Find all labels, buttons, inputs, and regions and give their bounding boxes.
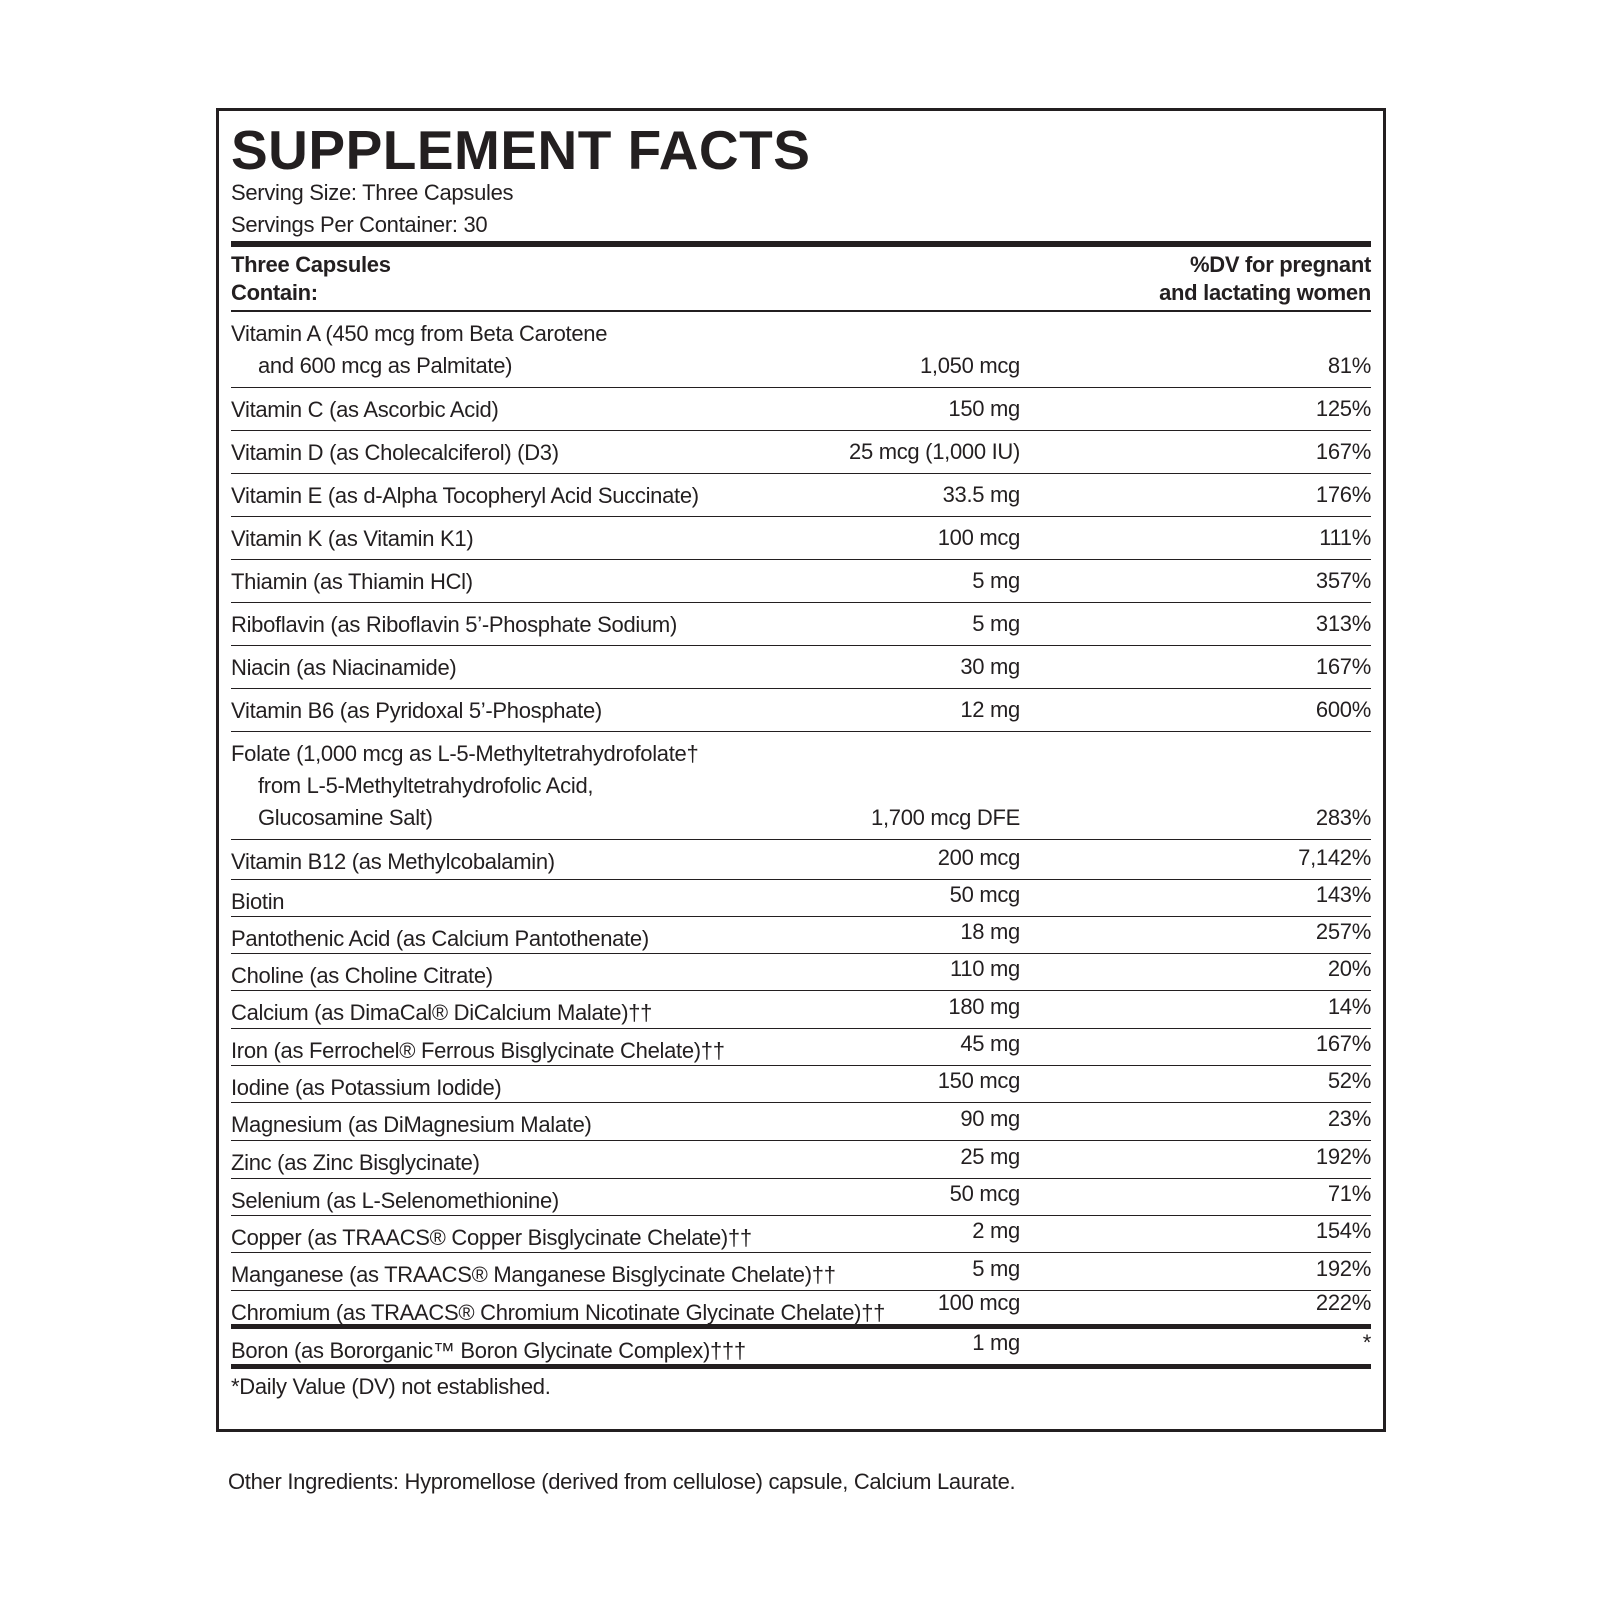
nutrient-name-line: Magnesium (as DiMagnesium Malate) (231, 1112, 592, 1137)
nutrient-name-line: Chromium (as TRAACS® Chromium Nicotinate Glycinate Chelate)†† (231, 1300, 886, 1325)
header-left-line1: Three Capsules (231, 252, 391, 277)
header-right-line2: and lactating women (1159, 280, 1371, 305)
nutrient-amount: 180 mg (948, 994, 1020, 1019)
nutrient-amount: 100 mcg (937, 1290, 1020, 1315)
nutrient-dv: 357% (1315, 568, 1371, 593)
table-row (231, 474, 1371, 517)
nutrient-name-line: and 600 mcg as Palmitate) (258, 353, 513, 378)
nutrient-dv: 71% (1327, 1181, 1371, 1206)
nutrient-name-line: Selenium (as L-Selenomethionine) (231, 1188, 559, 1213)
nutrient-name (231, 960, 493, 992)
nutrient-amount: 50 mcg (949, 882, 1020, 907)
nutrient-amount: 25 mcg (1,000 IU) (849, 439, 1020, 464)
nutrient-dv: 167% (1315, 1031, 1371, 1056)
nutrient-name (231, 846, 555, 878)
nutrient-dv: 600% (1315, 697, 1371, 722)
nutrient-name-line: Iodine (as Potassium Iodide) (231, 1075, 502, 1100)
table-row (231, 388, 1371, 431)
nutrient-name-line: Vitamin B12 (as Methylcobalamin) (231, 849, 555, 874)
nutrient-name (231, 1259, 836, 1291)
column-header-dv (1159, 251, 1371, 307)
nutrient-amount: 1,050 mcg (919, 353, 1020, 378)
nutrient-name (231, 1335, 746, 1367)
nutrient-name-line: from L-5-Methyltetrahydrofolic Acid, (258, 773, 594, 798)
nutrient-amount: 150 mcg (937, 1068, 1020, 1093)
nutrient-dv: 125% (1315, 396, 1371, 421)
table-row (231, 917, 1371, 954)
nutrient-dv: 111% (1319, 525, 1371, 550)
table-row (231, 517, 1371, 560)
nutrient-name (231, 523, 473, 555)
nutrient-name (231, 886, 284, 918)
nutrient-amount: 5 mg (972, 611, 1020, 636)
nutrient-name-line: Iron (as Ferrochel® Ferrous Bisglycinate Chelate)†† (231, 1038, 725, 1063)
nutrient-name (231, 609, 677, 641)
nutrient-name (231, 1222, 752, 1254)
table-row (231, 991, 1371, 1029)
nutrient-dv: 20% (1327, 956, 1371, 981)
column-header-left (231, 251, 391, 307)
nutrient-dv: 7,142% (1298, 845, 1371, 870)
nutrient-amount: 33.5 mg (942, 482, 1020, 507)
table-row (231, 732, 1371, 840)
table-row (231, 1216, 1371, 1253)
nutrient-name (231, 394, 499, 426)
nutrient-dv: 176% (1315, 482, 1371, 507)
nutrient-dv: 81% (1327, 353, 1371, 378)
nutrient-dv: * (1362, 1330, 1371, 1355)
nutrient-name-line: Vitamin B6 (as Pyridoxal 5’-Phosphate) (231, 698, 602, 723)
table-row (231, 603, 1371, 646)
table-row (231, 840, 1371, 880)
nutrient-amount: 25 mg (960, 1144, 1020, 1169)
nutrient-name-line: Copper (as TRAACS® Copper Bisglycinate Chelate)†† (231, 1225, 752, 1250)
nutrient-dv: 257% (1315, 919, 1371, 944)
supplement-facts-panel (216, 108, 1386, 1432)
table-row (231, 1329, 1371, 1369)
dv-footnote: *Daily Value (DV) not established. (231, 1374, 551, 1399)
table-row (231, 431, 1371, 474)
table-row (231, 1066, 1371, 1103)
nutrient-name (231, 1109, 592, 1141)
table-row (231, 646, 1371, 689)
table-row (231, 1291, 1371, 1329)
nutrient-name-line: Manganese (as TRAACS® Manganese Bisglycinate Chelate)†† (231, 1262, 836, 1287)
table-row (231, 1141, 1371, 1179)
nutrient-dv: 167% (1315, 439, 1371, 464)
nutrient-name (231, 1035, 725, 1067)
divider-thick (231, 241, 1371, 247)
nutrient-name-line: Glucosamine Salt) (258, 805, 433, 830)
nutrient-name-line: Biotin (231, 889, 285, 914)
nutrient-amount: 45 mg (960, 1031, 1020, 1056)
nutrient-name-line: Niacin (as Niacinamide) (231, 655, 457, 680)
nutrient-name-line: Vitamin C (as Ascorbic Acid) (231, 397, 499, 422)
nutrient-amount: 150 mg (948, 396, 1020, 421)
nutrient-amount: 12 mg (960, 697, 1020, 722)
nutrient-name (231, 1185, 559, 1217)
nutrient-name (231, 997, 652, 1029)
nutrient-amount: 2 mg (972, 1218, 1020, 1243)
nutrient-amount: 1,700 mcg DFE (871, 805, 1020, 830)
nutrient-name (231, 738, 698, 834)
nutrient-name (231, 437, 559, 469)
nutrient-name-line: Vitamin K (as Vitamin K1) (231, 526, 474, 551)
nutrient-name (231, 1297, 885, 1329)
table-row (231, 1029, 1371, 1066)
nutrient-name-line: Calcium (as DimaCal® DiCalcium Malate)†† (231, 1000, 653, 1025)
nutrient-dv: 154% (1315, 1218, 1371, 1243)
nutrient-name-line: Pantothenic Acid (as Calcium Pantothenate) (231, 926, 649, 951)
nutrient-amount: 5 mg (972, 568, 1020, 593)
nutrient-dv: 143% (1315, 882, 1371, 907)
table-row (231, 954, 1371, 991)
nutrient-dv: 167% (1315, 654, 1371, 679)
nutrient-name (231, 1072, 501, 1104)
nutrient-dv: 192% (1315, 1256, 1371, 1281)
nutrient-name-line: Folate (1,000 mcg as L-5-Methyltetrahydrofolate† (231, 741, 699, 766)
table-row (231, 1253, 1371, 1291)
nutrient-amount: 30 mg (960, 654, 1020, 679)
nutrient-dv: 192% (1315, 1144, 1371, 1169)
nutrient-amount: 18 mg (960, 919, 1020, 944)
nutrient-table (231, 312, 1371, 1369)
nutrient-dv: 14% (1327, 994, 1371, 1019)
table-row (231, 312, 1371, 388)
nutrient-amount: 50 mcg (949, 1181, 1020, 1206)
table-row (231, 560, 1371, 603)
nutrient-amount: 1 mg (972, 1330, 1020, 1355)
nutrient-name-line: Vitamin A (450 mcg from Beta Carotene (231, 321, 608, 346)
nutrient-dv: 52% (1327, 1068, 1371, 1093)
nutrient-name-line: Vitamin E (as d-Alpha Tocopheryl Acid Succinate) (231, 483, 699, 508)
nutrient-name (231, 1147, 480, 1179)
panel-inner (231, 111, 1371, 1429)
nutrient-name (231, 318, 607, 382)
nutrient-name-line: Thiamin (as Thiamin HCl) (231, 569, 473, 594)
panel-title: SUPPLEMENT FACTS (231, 119, 811, 181)
table-row (231, 1179, 1371, 1216)
nutrient-amount: 100 mcg (937, 525, 1020, 550)
nutrient-dv: 283% (1315, 805, 1371, 830)
nutrient-amount: 110 mg (950, 956, 1020, 981)
nutrient-name (231, 695, 602, 727)
nutrient-name (231, 652, 456, 684)
header-left-line2: Contain: (231, 280, 318, 305)
nutrient-name-line: Choline (as Choline Citrate) (231, 963, 493, 988)
servings-per-container: Servings Per Container: 30 (231, 212, 488, 237)
nutrient-name-line: Riboflavin (as Riboflavin 5’-Phosphate Sodium) (231, 612, 677, 637)
nutrient-name (231, 566, 473, 598)
nutrient-amount: 200 mcg (937, 845, 1020, 870)
nutrient-dv: 23% (1327, 1106, 1371, 1131)
nutrient-dv: 313% (1315, 611, 1371, 636)
nutrient-name-line: Zinc (as Zinc Bisglycinate) (231, 1150, 480, 1175)
header-right-line1: %DV for pregnant (1190, 252, 1371, 277)
nutrient-name (231, 923, 649, 955)
nutrient-name-line: Boron (as Bororganic™ Boron Glycinate Complex)††† (231, 1338, 746, 1363)
table-row (231, 880, 1371, 917)
serving-size: Serving Size: Three Capsules (231, 180, 514, 205)
nutrient-name (231, 480, 699, 512)
nutrient-dv: 222% (1315, 1290, 1371, 1315)
other-ingredients: Other Ingredients: Hypromellose (derived from cellulose) capsule, Calcium Laurate. (228, 1469, 1016, 1494)
table-row (231, 1103, 1371, 1141)
table-row (231, 689, 1371, 732)
nutrient-amount: 90 mg (960, 1106, 1020, 1131)
nutrient-amount: 5 mg (972, 1256, 1020, 1281)
nutrient-name-line: Vitamin D (as Cholecalciferol) (D3) (231, 440, 559, 465)
